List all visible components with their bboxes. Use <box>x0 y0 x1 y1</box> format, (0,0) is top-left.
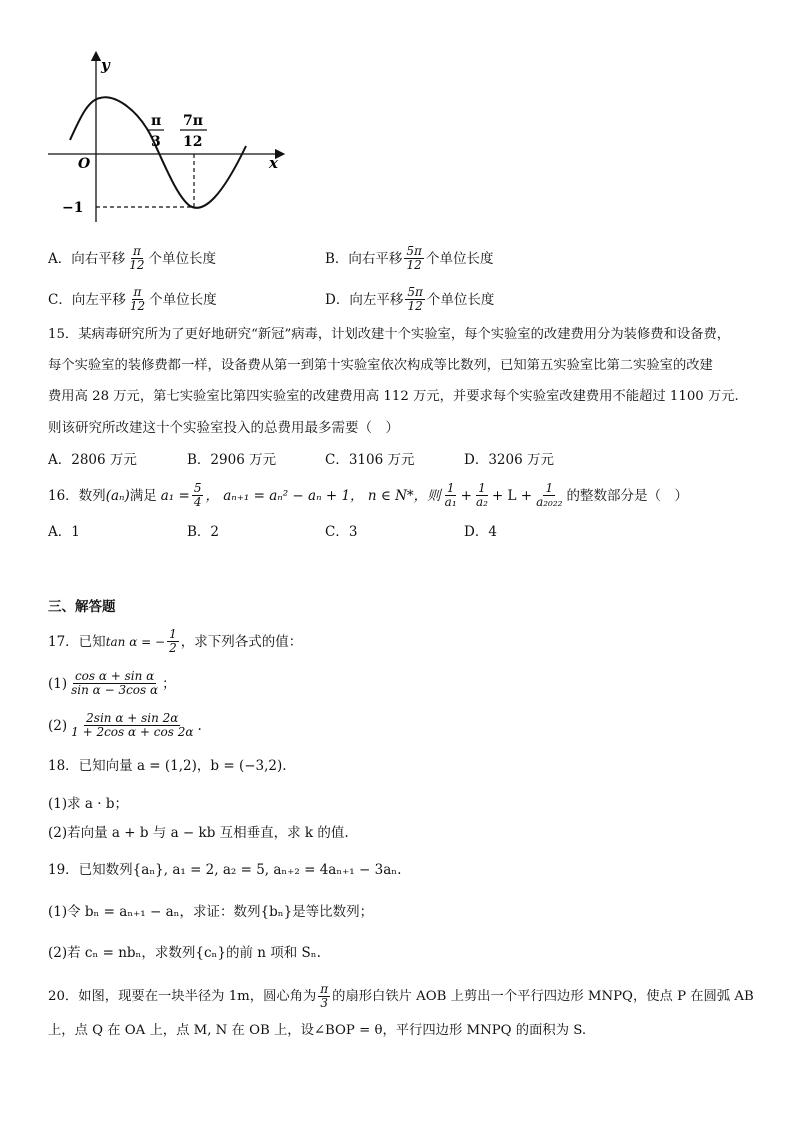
q14-option-b: B．向右平移 $\frac{5\pi}{12}$ 个单位长度 <box>325 244 494 272</box>
q15-option-b: B．2906 万元 <box>187 452 277 468</box>
x-label: x <box>269 154 278 172</box>
q16-option-b: B．2 <box>187 524 220 540</box>
q18-stem: 18．已知向量 a = (1,2)，b = (−3,2). <box>48 758 287 774</box>
q15-option-c: C．3106 万元 <box>325 452 415 468</box>
q19-part1: (1)令 bₙ = aₙ₊₁ − aₙ，求证：数列{bₙ}是等比数列； <box>48 904 374 920</box>
sine-graph <box>40 48 300 228</box>
q14-option-d: D．向左平移 $\frac{5\pi}{12}$ 个单位长度 <box>325 285 495 313</box>
q15-line1: 15．某病毒研究所为了更好地研究“新冠”病毒，计划改建十个实验室，每个实验室的改建费用分为装修费和设备费， <box>48 327 731 342</box>
tick2-num: 7π <box>183 113 203 129</box>
tick2-den: 12 <box>183 134 203 150</box>
ymin-label: −1 <box>62 200 84 216</box>
q16-option-c: C．3 <box>325 524 358 540</box>
q16-stem: 16．数列 (aₙ) 满足 a₁ = $\frac{5}{4}$ ， aₙ₊₁ = aₙ² − aₙ + 1， n ∈ N*，则 $\frac{1}{\text{a₁}}$ + $\frac{1}{\text{a₂}}$ + L + $\frac{1}{\text{a₂₀₂₂}}$ 的整数部分是（ ） <box>48 481 688 509</box>
q19-part2: (2)若 cₙ = nbₙ，求数列{cₙ}的前 n 项和 Sₙ. <box>48 945 321 961</box>
q20-line1: 20．如图，现要在一块半径为 1m，圆心角为 $\frac{\pi}{3}$ 的扇形白铁片 AOB 上剪出一个平行四边形 MNPQ，使点 P 在圆弧 AB <box>48 982 754 1010</box>
q15-option-d: D．3206 万元 <box>464 452 554 468</box>
q20-line2: 上，点 Q 在 OA 上，点 M, N 在 OB 上，设∠BOP = θ，平行四边形 MNPQ 的面积为 S. <box>48 1023 587 1038</box>
origin-label: O <box>78 156 91 172</box>
q16-option-d: D．4 <box>464 524 497 540</box>
q19-stem: 19．已知数列{aₙ}, a₁ = 2, a₂ = 5, aₙ₊₂ = 4aₙ₊₁ − 3aₙ. <box>48 862 402 878</box>
q16-option-a: A．1 <box>48 524 80 540</box>
tick1-num: π <box>151 113 162 129</box>
q15-line3: 费用高 28 万元，第七实验室比第四实验室的改建费用高 112 万元，并要求每个实验室改建费用不能超过 1100 万元. <box>48 389 739 404</box>
q15-line2: 每个实验室的装修费都一样，设备费从第一到第十实验室依次构成等比数列，已知第五实验室比第二实验室的改建 <box>48 358 713 373</box>
q15-line4: 则该研究所改建这十个实验室投入的总费用最多需要（ ） <box>48 420 399 436</box>
q18-part1: (1)求 a · b； <box>48 796 128 812</box>
y-label: y <box>101 56 110 74</box>
q17-stem: 17．已知 tan α = − $\frac{1}{2}$ ，求下列各式的值： <box>48 627 303 655</box>
q15-option-a: A．2806 万元 <box>48 452 137 468</box>
q14-option-a: A．向右平移 $\frac{\pi}{12}$ 个单位长度 <box>48 244 217 272</box>
tick1-den: 3 <box>151 134 161 150</box>
q14-option-c: C．向左平移 $\frac{\pi}{12}$ 个单位长度 <box>48 285 217 313</box>
section-heading: 三、解答题 <box>48 599 116 615</box>
q18-part2: (2)若向量 a + b 与 a − kb 互相垂直，求 k 的值. <box>48 825 349 841</box>
q17-part2: (2) $\frac{\text{2sin α + sin 2α}}{\text{1 + 2cos α + cos 2α}}$ . <box>48 711 202 739</box>
q17-part1: (1) $\frac{\text{cos α + sin α}}{\text{sin α − 3cos α}}$ ； <box>48 669 176 697</box>
